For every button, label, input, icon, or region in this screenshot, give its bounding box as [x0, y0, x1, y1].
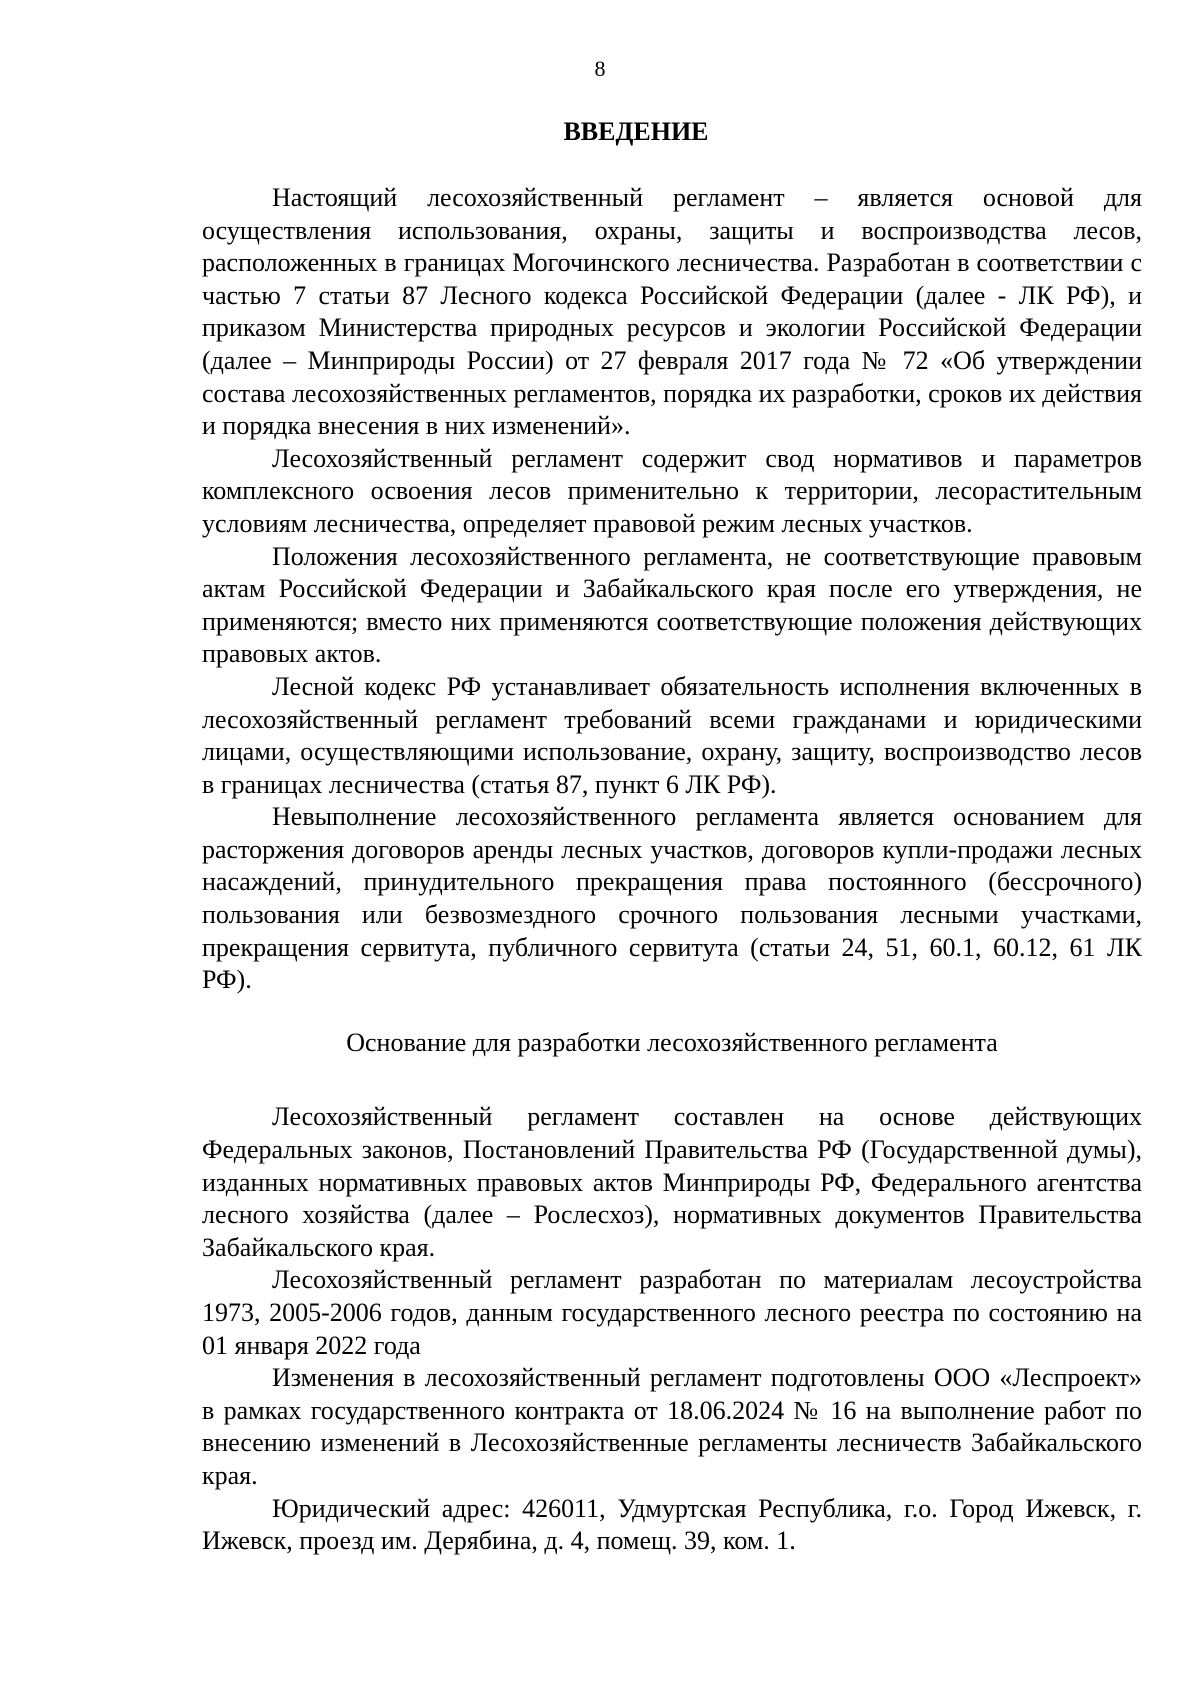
intro-paragraph-3: Положения лесохозяйственного регламента, не соответствующие правовым актам Российской Федерации и Забайкальского края после его утверждения, не применяются; вместо них применяются соответствующие положения действующих правовых актов.	[202, 541, 1142, 669]
basis-subheading: Основание для разработки лесохозяйственного регламента	[346, 1027, 998, 1057]
intro-paragraph-1: Настоящий лесохозяйственный регламент – является основой для осуществления использования, охраны, защиты и воспроизводства лесов, расположенных в границах Могочинского лесничества. Разработан в соответствии с частью 7 статьи 87 Лесного кодекса Российской Федерации (далее - ЛК РФ), и приказом Министерства природных ресурсов и экологии Российской Федерации (далее – Минприроды России) от 27 февраля 2017 года № 72 «Об утверждении состава лесохозяйственных регламентов, порядка их разработки, сроков их действия и порядка внесения в них изменений».	[202, 183, 1142, 441]
intro-paragraph-2: Лесохозяйственный регламент содержит свод нормативов и параметров комплексного освоения лесов применительно к территории, лесорастительным условиям лесничества, определяет правовой режим лесных участков.	[202, 443, 1142, 538]
basis-paragraph-3: Изменения в лесохозяйственный регламент подготовлены ООО «Леспроект» в рамках государственного контракта от 18.06.2024 № 16 на выполнение работ по внесению изменений в Лесохозяйственные регламенты лесничеств Забайкальского края.	[202, 1363, 1142, 1490]
page-number: 8	[594, 56, 606, 81]
intro-paragraph-4: Лесной кодекс РФ устанавливает обязательность исполнения включенных в лесохозяйственный регламент требований всеми гражданами и юридическими лицами, осуществляющими использование, охрану, защиту, воспроизводство лесов в границах лесничества (статья 87, пункт 6 ЛК РФ).	[202, 671, 1142, 799]
basis-paragraph-2: Лесохозяйственный регламент разработан по материалам лесоустройства 1973, 2005-2006 годов, данным государственного лесного реестра по состоянию на 01 января 2022 года	[202, 1265, 1142, 1360]
document-body	[202, 182, 1142, 1558]
section-heading: ВВЕДЕНИЕ	[563, 117, 709, 146]
basis-paragraph-1: Лесохозяйственный регламент составлен на основе действующих Федеральных законов, Постановлений Правительства РФ (Государственной думы), изданных нормативных правовых актов Минприроды РФ, Федерального агентства лесного хозяйства (далее – Рослесхоз), нормативных документов Правительства Забайкальского края.	[202, 1102, 1142, 1262]
basis-paragraph-4: Юридический адрес: 426011, Удмуртская Республика, г.о. Город Ижевск, г. Ижевск, проезд им. Дерябина, д. 4, помещ. 39, ком. 1.	[202, 1493, 1142, 1556]
intro-paragraph-5: Невыполнение лесохозяйственного регламента является основанием для расторжения договоров аренды лесных участков, договоров купли-продажи лесных насаждений, принудительного прекращения права постоянного (бессрочного) пользования или безвозмездного срочного пользования лесными участками, прекращения сервитута, публичного сервитута (статьи 24, 51, 60.1, 60.12, 61 ЛК РФ).	[202, 802, 1142, 995]
